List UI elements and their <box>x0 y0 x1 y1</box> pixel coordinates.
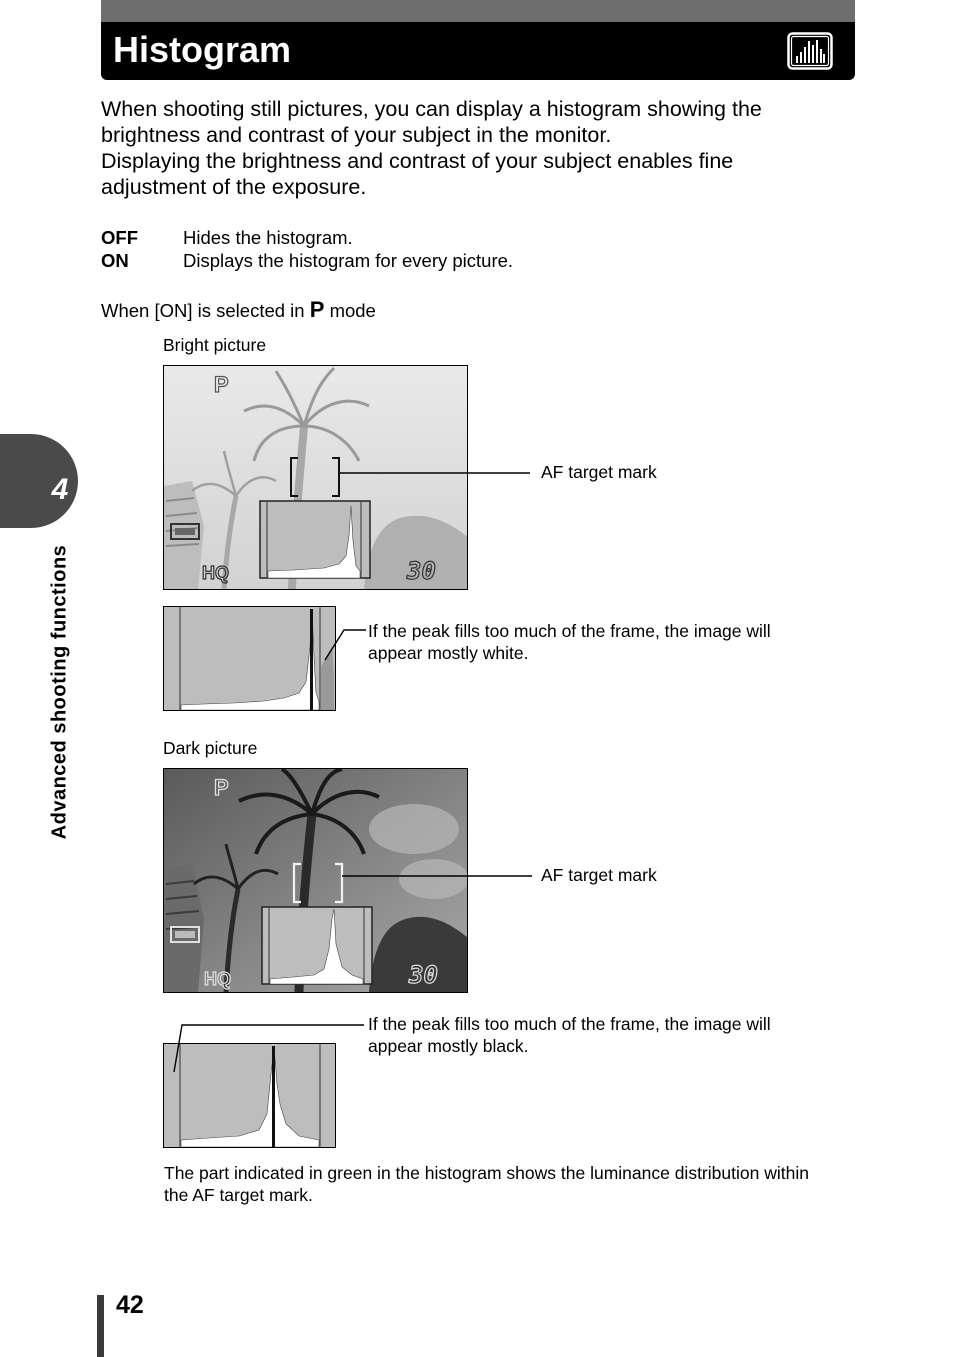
bright-note-leader <box>322 626 367 662</box>
bright-caption: Bright picture <box>163 335 267 355</box>
option-off-row <box>101 226 353 249</box>
dark-caption: Dark picture <box>163 738 258 758</box>
header-top-band <box>101 0 855 22</box>
option-key: ON <box>101 250 129 271</box>
dark-af-leader <box>342 869 537 883</box>
option-desc: Displays the histogram for every picture. <box>183 250 514 271</box>
frames-remaining: 30 <box>407 557 436 585</box>
intro-paragraph: When shooting still pictures, you can display a histogram showing the brightness and contrast of your subject in the monitor. <box>101 97 762 147</box>
option-key: OFF <box>101 227 138 248</box>
bright-histogram <box>163 606 336 711</box>
bright-af-leader <box>340 466 535 480</box>
chapter-label: Advanced shooting functions <box>48 544 71 840</box>
dark-note-leader <box>170 1018 366 1076</box>
mode-line-after: mode <box>329 300 376 321</box>
dark-af-label: AF target mark <box>541 865 657 885</box>
frames-remaining: 30 <box>409 961 438 989</box>
page-title: Histogram <box>113 29 292 70</box>
option-on-row <box>101 249 513 272</box>
mode-line <box>101 298 376 323</box>
page-number-bar <box>97 1295 104 1357</box>
bright-note: If the peak fills too much of the frame, the image will appear mostly white. <box>368 621 771 663</box>
quality-indicator: HQ <box>204 969 231 989</box>
quality-indicator: HQ <box>202 563 229 583</box>
option-desc: Hides the histogram. <box>183 227 353 248</box>
histogram-icon <box>787 32 833 70</box>
page-number: 42 <box>116 1291 144 1319</box>
mode-letter: P <box>309 297 325 322</box>
page-header <box>101 22 855 80</box>
footer-note: The part indicated in green in the histogram shows the luminance distribution within the AF target mark. <box>164 1163 809 1205</box>
dark-note: If the peak fills too much of the frame, the image will appear mostly black. <box>368 1014 771 1056</box>
chapter-number: 4 <box>51 473 69 506</box>
bright-af-label: AF target mark <box>541 462 657 482</box>
mode-line-before: When [ON] is selected in <box>101 300 305 321</box>
intro-text <box>101 96 841 200</box>
intro-paragraph: Displaying the brightness and contrast of your subject enables fine adjustment of the exposure. <box>101 149 734 199</box>
mode-indicator: P <box>214 775 229 800</box>
mode-indicator: P <box>214 372 229 397</box>
